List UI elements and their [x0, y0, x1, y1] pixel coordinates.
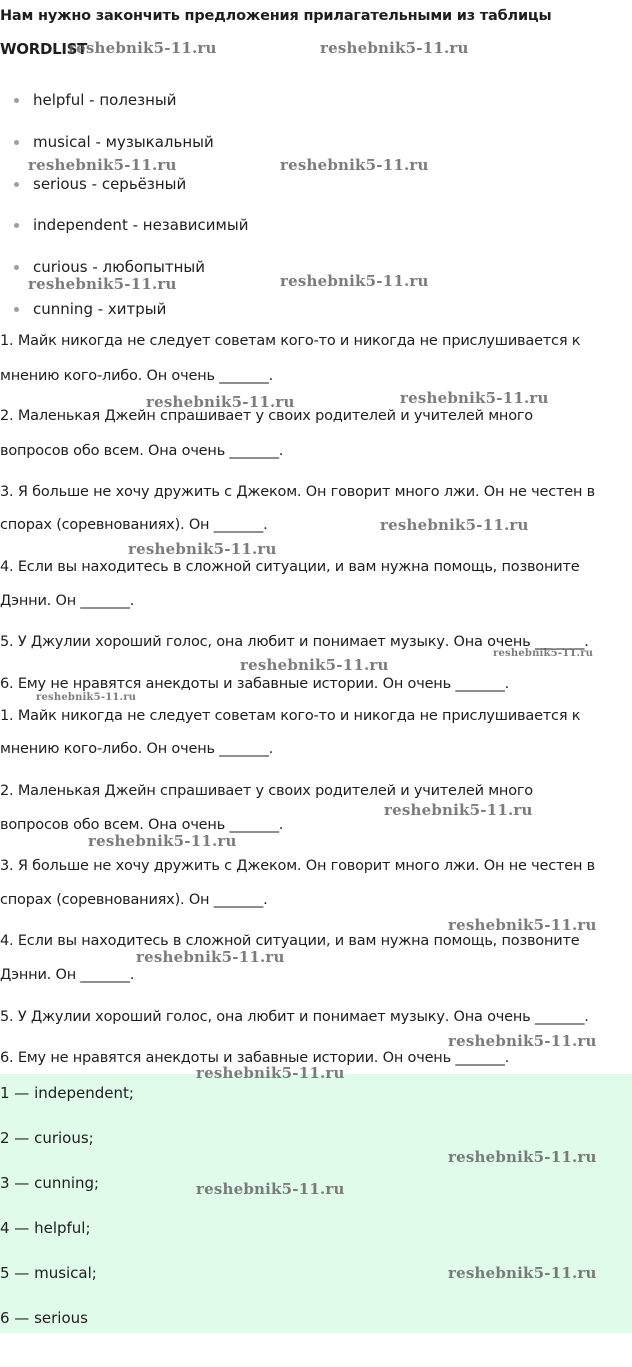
answer-box [0, 1074, 632, 1333]
bullet-icon [14, 140, 19, 145]
watermark: reshebnik5-11.ru [68, 39, 217, 57]
task-line: 1. Майк никогда не следует советам кого-то и никогда не прислушивается к [0, 333, 581, 349]
watermark: reshebnik5-11.ru [380, 516, 529, 534]
answer-line: 3 — cunning; [0, 1174, 100, 1192]
watermark: reshebnik5-11.ru [448, 1148, 597, 1166]
task-line: Дэнни. Он _______. [0, 967, 135, 983]
bullet-icon [14, 98, 19, 103]
answer-line: 1 — independent; [0, 1084, 134, 1102]
wordlist-title: WORDLIST [0, 40, 88, 58]
wordlist-item: helpful - полезный [14, 90, 177, 110]
task-line: 6. Ему не нравятся анекдоты и забавные истории. Он очень _______. [0, 676, 510, 692]
task-line: 2. Маленькая Джейн спрашивает у своих родителей и учителей много [0, 408, 533, 424]
task-line: вопросов обо всем. Она очень _______. [0, 817, 284, 833]
task-line: 4. Если вы находитесь в сложной ситуации, и вам нужна помощь, позвоните [0, 933, 580, 949]
bullet-icon [14, 223, 19, 228]
watermark: reshebnik5-11.ru [196, 1180, 345, 1198]
task-line: 2. Маленькая Джейн спрашивает у своих родителей и учителей много [0, 783, 533, 799]
task-line: 5. У Джулии хороший голос, она любит и понимает музыку. Она очень _______. [0, 634, 589, 650]
task-line: вопросов обо всем. Она очень _______. [0, 443, 284, 459]
task-line: 4. Если вы находитесь в сложной ситуации, и вам нужна помощь, позвоните [0, 559, 580, 575]
answer-line: 5 — musical; [0, 1264, 97, 1282]
watermark: reshebnik5-11.ru [400, 389, 549, 407]
watermark: reshebnik5-11.ru [493, 648, 594, 659]
task-line: Дэнни. Он _______. [0, 593, 135, 609]
watermark: reshebnik5-11.ru [320, 39, 469, 57]
task-line: 5. У Джулии хороший голос, она любит и понимает музыку. Она очень _______. [0, 1009, 589, 1025]
watermark: reshebnik5-11.ru [384, 801, 533, 819]
bullet-icon [14, 307, 19, 312]
watermark: reshebnik5-11.ru [448, 916, 597, 934]
task-line: 3. Я больше не хочу дружить с Джеком. Он говорит много лжи. Он не честен в [0, 858, 595, 874]
watermark: reshebnik5-11.ru [240, 656, 389, 674]
task-line: спорах (соревнованиях). Он _______. [0, 892, 268, 908]
task-line: 6. Ему не нравятся анекдоты и забавные истории. Он очень _______. [0, 1050, 510, 1066]
task-line: мнению кого-либо. Он очень _______. [0, 741, 273, 757]
watermark: reshebnik5-11.ru [28, 156, 177, 174]
watermark: reshebnik5-11.ru [88, 832, 237, 850]
watermark: reshebnik5-11.ru [136, 948, 285, 966]
answer-line: 6 — serious [0, 1309, 88, 1327]
answer-line: 2 — curious; [0, 1129, 94, 1147]
watermark: reshebnik5-11.ru [146, 393, 295, 411]
task-line: 3. Я больше не хочу дружить с Джеком. Он говорит много лжи. Он не честен в [0, 484, 595, 500]
wordlist-item: cunning - хитрый [14, 299, 166, 319]
watermark: reshebnik5-11.ru [280, 156, 429, 174]
watermark: reshebnik5-11.ru [36, 692, 137, 703]
wordlist-item: musical - музыкальный [14, 132, 214, 152]
bullet-icon [14, 182, 19, 187]
watermark: reshebnik5-11.ru [448, 1032, 597, 1050]
watermark: reshebnik5-11.ru [280, 272, 429, 290]
watermark: reshebnik5-11.ru [28, 275, 177, 293]
watermark: reshebnik5-11.ru [448, 1264, 597, 1282]
watermark: reshebnik5-11.ru [196, 1064, 345, 1082]
bullet-icon [14, 265, 19, 270]
wordlist-item: serious - серьёзный [14, 174, 186, 194]
watermark: reshebnik5-11.ru [128, 540, 277, 558]
answer-line: 4 — helpful; [0, 1219, 91, 1237]
task-line: мнению кого-либо. Он очень _______. [0, 368, 273, 384]
page-heading: Нам нужно закончить предложения прилагательными из таблицы [0, 8, 552, 24]
task-line: 1. Майк никогда не следует советам кого-то и никогда не прислушивается к [0, 708, 581, 724]
wordlist-item: independent - независимый [14, 215, 248, 235]
wordlist-item: curious - любопытный [14, 257, 205, 277]
task-line: спорах (соревнованиях). Он _______. [0, 517, 268, 533]
